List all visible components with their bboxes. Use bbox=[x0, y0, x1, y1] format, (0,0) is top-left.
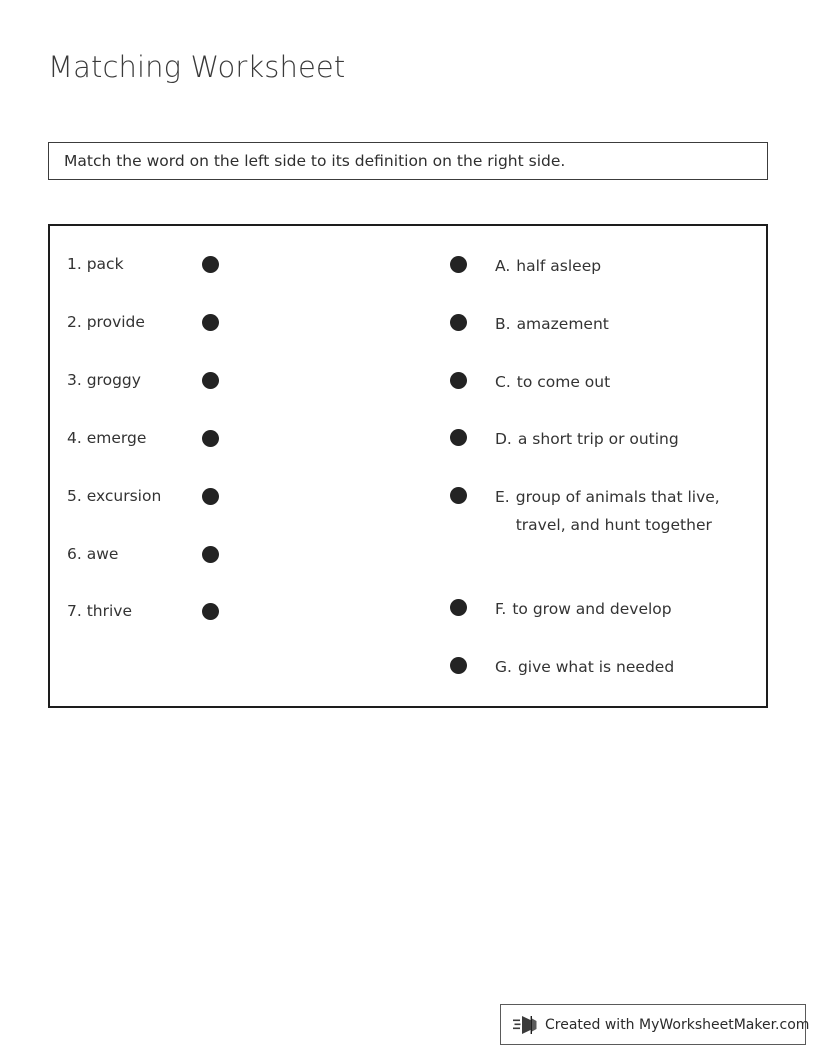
badge-label: Created with MyWorksheetMaker.com bbox=[545, 1016, 810, 1033]
term-row[interactable] bbox=[67, 310, 433, 334]
term-connector-dot[interactable] bbox=[202, 430, 219, 447]
definition-connector-dot[interactable] bbox=[450, 256, 467, 273]
definition-letter: G. bbox=[495, 658, 512, 676]
definition-body: give what is needed bbox=[517, 658, 675, 676]
definition-connector-dot[interactable] bbox=[450, 599, 467, 616]
definition-connector-dot[interactable] bbox=[450, 429, 467, 446]
instructions-box bbox=[48, 142, 768, 180]
term-row[interactable] bbox=[67, 252, 433, 276]
definition-row[interactable] bbox=[450, 425, 760, 453]
term-label: 7. thrive bbox=[67, 602, 133, 620]
term-connector-dot[interactable] bbox=[202, 314, 219, 331]
definition-text bbox=[495, 368, 610, 396]
term-connector-dot[interactable] bbox=[202, 546, 219, 563]
term-label: 2. provide bbox=[67, 313, 145, 331]
created-with-badge[interactable] bbox=[500, 1004, 810, 1045]
definition-letter: D. bbox=[495, 430, 512, 448]
definition-row[interactable] bbox=[450, 483, 760, 539]
definition-body: group of animals that live, travel, and hunt together bbox=[515, 488, 720, 534]
definition-text bbox=[495, 483, 760, 539]
term-row[interactable] bbox=[67, 599, 433, 623]
definition-connector-dot[interactable] bbox=[450, 314, 467, 331]
term-connector-dot[interactable] bbox=[202, 488, 219, 505]
definitions-column bbox=[408, 226, 770, 706]
definition-letter: B. bbox=[495, 315, 511, 333]
definition-letter: C. bbox=[495, 373, 511, 391]
term-row[interactable] bbox=[67, 542, 433, 566]
definition-text bbox=[495, 595, 672, 623]
definition-body: amazement bbox=[516, 315, 609, 333]
term-row[interactable] bbox=[67, 426, 433, 450]
definition-body: half asleep bbox=[516, 257, 602, 275]
matching-columns bbox=[50, 226, 766, 706]
term-row[interactable] bbox=[67, 368, 433, 392]
term-connector-dot[interactable] bbox=[202, 372, 219, 389]
definition-connector-dot[interactable] bbox=[450, 372, 467, 389]
worksheet-maker-logo-icon bbox=[513, 1013, 539, 1037]
definition-row[interactable] bbox=[450, 310, 760, 338]
term-connector-dot[interactable] bbox=[202, 603, 219, 620]
term-label: 4. emerge bbox=[67, 429, 147, 447]
definition-body: to come out bbox=[516, 373, 611, 391]
term-label: 5. excursion bbox=[67, 487, 162, 505]
term-connector-dot[interactable] bbox=[202, 256, 219, 273]
term-label: 6. awe bbox=[67, 545, 119, 563]
definition-letter: E. bbox=[495, 488, 510, 506]
terms-column bbox=[50, 226, 450, 706]
definition-body: a short trip or outing bbox=[517, 430, 679, 448]
definition-row[interactable] bbox=[450, 653, 760, 681]
definition-text bbox=[495, 252, 601, 280]
term-label: 3. groggy bbox=[67, 371, 141, 389]
definition-text bbox=[495, 310, 609, 338]
definition-row[interactable] bbox=[450, 252, 760, 280]
definition-letter: A. bbox=[495, 257, 511, 275]
definition-text bbox=[495, 425, 679, 453]
definition-connector-dot[interactable] bbox=[450, 657, 467, 674]
definition-letter: F. bbox=[495, 600, 507, 618]
term-row[interactable] bbox=[67, 484, 433, 508]
definition-row[interactable] bbox=[450, 595, 760, 623]
term-label: 1. pack bbox=[67, 255, 124, 273]
matching-exercise-box bbox=[48, 224, 768, 708]
definition-row[interactable] bbox=[450, 368, 760, 396]
instructions-text: Match the word on the left side to its definition on the right side. bbox=[64, 152, 566, 170]
definition-text bbox=[495, 653, 674, 681]
definition-body: to grow and develop bbox=[512, 600, 672, 618]
definition-connector-dot[interactable] bbox=[450, 487, 467, 504]
page-title: Matching Worksheet bbox=[48, 50, 346, 84]
